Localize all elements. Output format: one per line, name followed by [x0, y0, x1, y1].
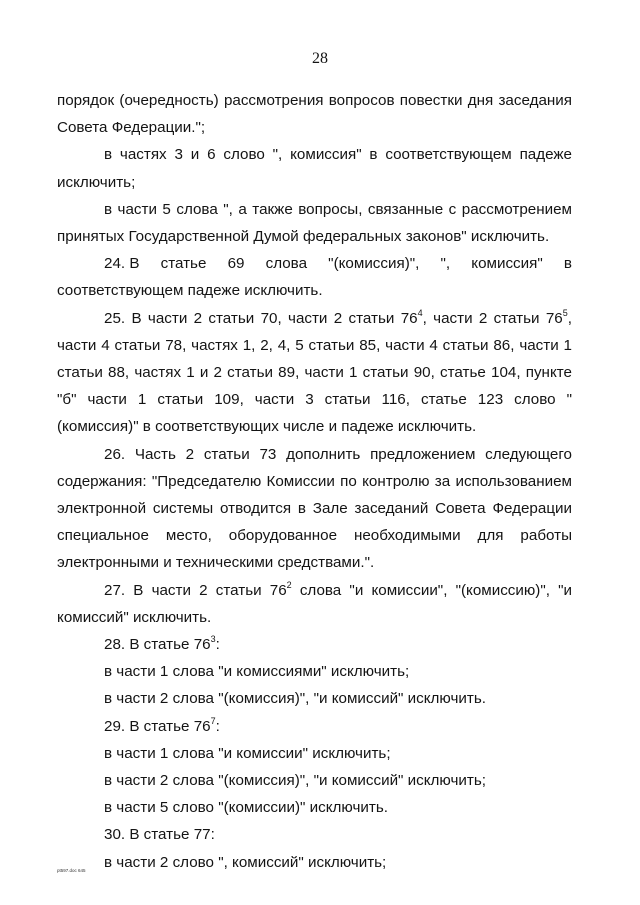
word: ",: [440, 255, 451, 273]
text-run: 25. В части 2 статьи 70, части 2 статьи 76: [104, 309, 418, 327]
list-item: в части 2 слова "(комиссия)", "и комиссий" исключить.: [104, 690, 486, 708]
document-body: [57, 87, 572, 876]
paragraph-26: 26. Часть 2 статьи 73 дополнить предложением следующего содержания: "Председателю Комиссии по контролю за использованием электронной системы отводится в Зале заседаний Совета Федерации специальное место, оборудованное необходимыми для работы электронными и техническими средствами.".: [57, 445, 572, 572]
text-run: 27. В части 2 статьи 76: [104, 581, 287, 599]
paragraph-29-heading: [57, 713, 572, 740]
paragraph-27: [57, 577, 572, 631]
word: 69: [227, 255, 245, 273]
paragraph-30-heading: 30. В статье 77:: [104, 826, 215, 844]
text-run: :: [215, 636, 220, 654]
paragraph-part5-remove: в части 5 слова ", а также вопросы, связанные с рассмотрением принятых Государственной Думой федеральных законов" исключить.: [57, 200, 572, 246]
word: 24. В: [104, 255, 140, 273]
word: "(комиссия)",: [328, 255, 420, 273]
superscript: 2: [286, 579, 292, 590]
text-run: 28. В статье 76: [104, 636, 211, 654]
superscript: 4: [417, 307, 423, 318]
text-run: слова "и комиссии", "(комиссию)", "и комиссий" исключить.: [57, 581, 572, 626]
list-item: в части 2 слово ", комиссий" исключить;: [104, 853, 387, 871]
paragraph-24-line2: соответствующем падеже исключить.: [57, 282, 323, 300]
page-number: 28: [312, 50, 328, 67]
text-run: , части 2 статьи 76: [422, 309, 563, 327]
paragraph-24-line1: [57, 250, 572, 277]
paragraph-25: [57, 305, 572, 441]
word: слова: [265, 255, 308, 273]
list-item: в части 1 слова "и комиссии" исключить;: [104, 744, 391, 762]
superscript: 7: [210, 715, 216, 726]
superscript: 3: [210, 634, 216, 644]
paragraph-line: порядок (очередность) рассмотрения вопросов повестки дня заседания: [57, 92, 572, 109]
text-run: 29. В статье 76: [104, 717, 211, 735]
list-item: в части 1 слова "и комиссиями" исключить;: [104, 663, 410, 681]
word: комиссия": [471, 255, 543, 273]
list-item: в части 5 слово "(комиссии)" исключить.: [104, 799, 388, 817]
paragraph-line: Совета Федерации.";: [57, 119, 206, 137]
text-run: , части 4 статьи 78, частях 1, 2, 4, 5 статьи 85, части 4 статьи 86, части 1 статьи 88, частях 1 и 2 статьи 89, части 1 статьи 90, статье 104, пункте "б" части 1 статьи 109, части 3 статьи 116, статье 123 слово "(комиссия)" в соответствующих числе и падеже исключить.: [57, 309, 572, 436]
paragraph-28-heading: [57, 631, 572, 658]
word: в: [563, 255, 572, 273]
word: статье: [160, 255, 207, 273]
paragraph-remove-commission-word: в частях 3 и 6 слово ", комиссия" в соответствующем падеже исключить;: [57, 146, 572, 191]
list-item: в части 2 слова "(комиссия)", "и комиссий" исключить;: [104, 772, 486, 790]
text-run: :: [215, 717, 220, 735]
document-footer-code: pt597.doc 645: [57, 868, 86, 873]
superscript: 5: [562, 307, 568, 318]
